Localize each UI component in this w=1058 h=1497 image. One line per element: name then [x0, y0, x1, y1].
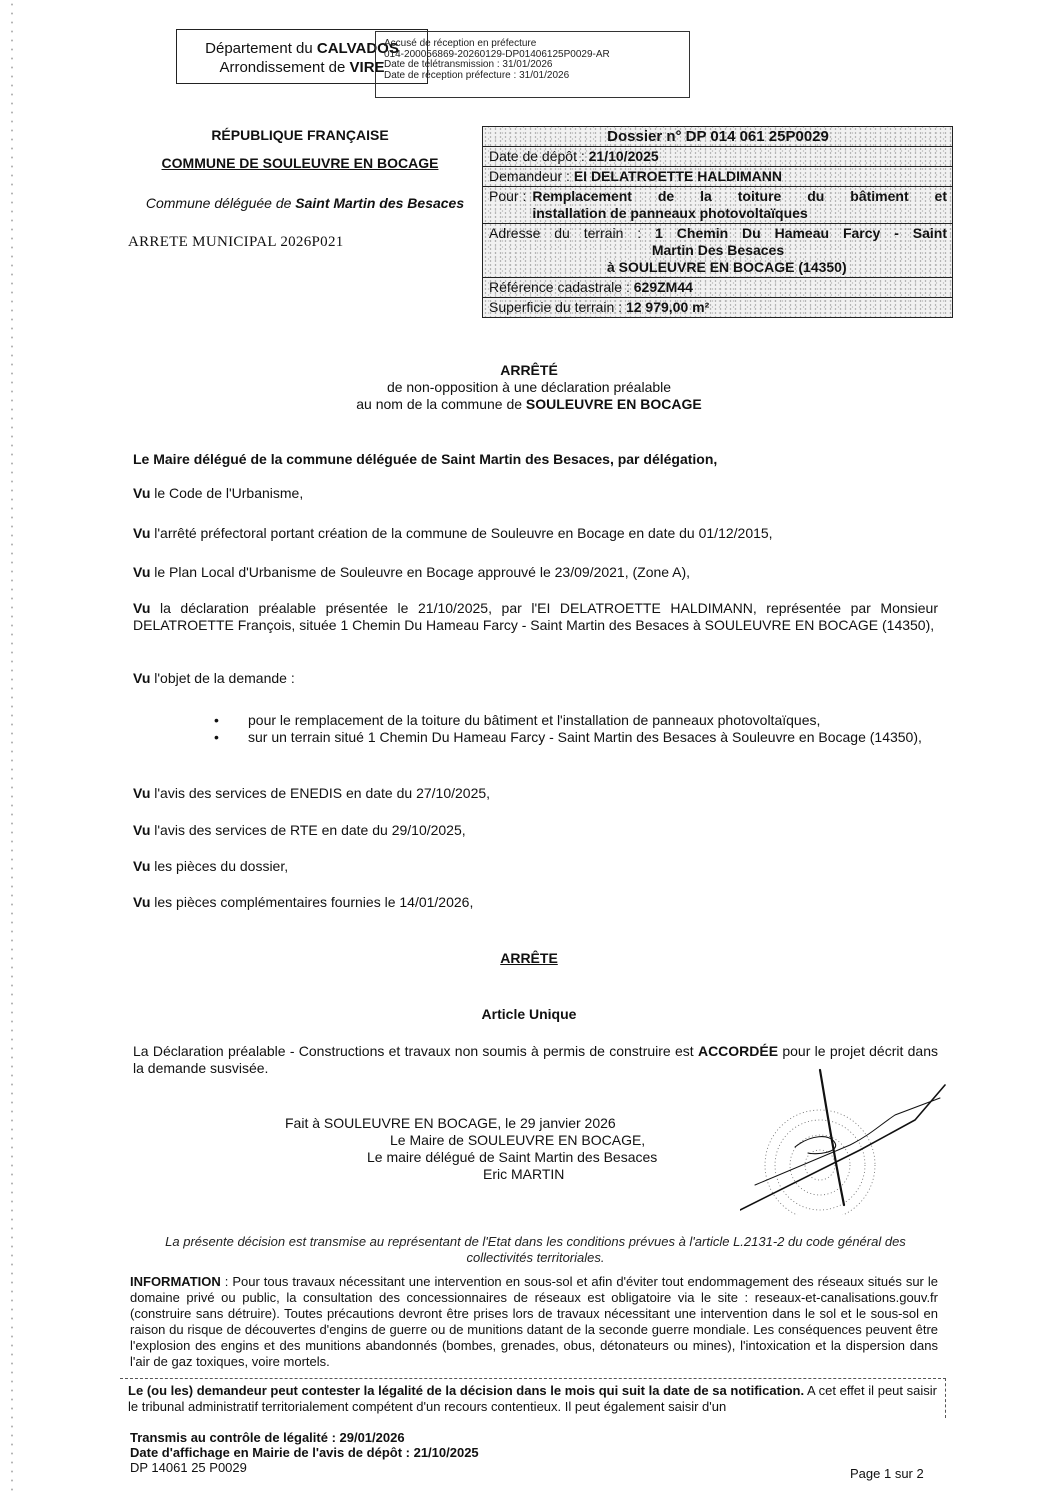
adresse-line2: Martin Des Besaces: [651, 242, 785, 258]
dossier-reference: DP 14061 25 P0029: [130, 1460, 247, 1475]
pour-row: Pour : Remplacement de la toiture du bâtiment et installation de panneaux photovoltaïques: [483, 187, 952, 224]
objet-item: • sur un terrain situé 1 Chemin Du Hameau Farcy - Saint Martin des Besaces à Souleuvre en Bocage (14350),: [214, 729, 922, 745]
article-text: La Déclaration préalable - Constructions et travaux non soumis à permis de construire est ACCORDÉE pour le projet décrit dans la demande susvisée.: [133, 1043, 939, 1076]
scan-margin-dots: [10, 0, 14, 1497]
commune-heading: COMMUNE DE SOULEUVRE EN BOCAGE: [161, 155, 439, 171]
visa: Vu le Code de l'Urbanisme,: [133, 485, 304, 501]
visa: Vu la déclaration préalable présentée le 21/10/2025, par l'EI DELATROETTE HALDIMANN, représentée par Monsieur DELATROETTE François, située 1 Chemin Du Hameau Farcy - Saint Martin des Besaces à SOULEUVRE EN BOCAGE (14350),: [133, 600, 938, 633]
maire-delegue-title: Le maire délégué de Saint Martin des Besaces: [367, 1149, 658, 1165]
visa: Vu le Plan Local d'Urbanisme de Souleuvre en Bocage approuvé le 23/09/2021, (Zone A),: [133, 564, 691, 580]
commune-deleguee: Commune déléguée de Saint Martin des Besaces: [145, 195, 465, 211]
arrete-heading: ARRÊTE: [500, 950, 558, 966]
dossier-number: Dossier n° DP 014 061 25P0029: [483, 127, 952, 147]
bullet-icon: •: [214, 712, 219, 728]
fait-a: Fait à SOULEUVRE EN BOCAGE, le 29 janvier 2026: [285, 1115, 616, 1131]
adresse-line1: Adresse du terrain : 1 Chemin Du Hameau Farcy - Saint: [489, 225, 948, 241]
date-depot-row: Date de dépôt : 21/10/2025: [483, 147, 952, 167]
signatory-name: Eric MARTIN: [483, 1166, 565, 1182]
objet-list: [214, 712, 938, 746]
pour-line1: Remplacement de la toiture du bâtiment et: [532, 188, 947, 204]
arrondissement-line: Arrondissement de VIRE: [219, 59, 385, 76]
page-number: Page 1 sur 2: [850, 1466, 924, 1481]
arrete-subtitle-commune: au nom de la commune de SOULEUVRE EN BOCAGE: [356, 396, 702, 412]
visa: Vu l'avis des services de RTE en date du 29/10/2025,: [133, 822, 466, 838]
pour-line2: installation de panneaux photovoltaïques: [532, 205, 808, 221]
arrete-municipal-number: ARRETE MUNICIPAL 2026P021: [128, 234, 344, 250]
date-affichage: Date d'affichage en Mairie de l'avis de dépôt : 21/10/2025: [130, 1445, 479, 1460]
article-heading: Article Unique: [481, 1006, 577, 1022]
visa: Vu les pièces du dossier,: [133, 858, 289, 874]
footer: [130, 1430, 479, 1475]
bullet-icon: •: [214, 729, 219, 745]
accuse-id: 014-200056869-20260129-DP01406125P0029-AR: [384, 48, 610, 60]
departement-line: Département du CALVADOS: [205, 40, 399, 57]
signature-block: [285, 1115, 657, 1183]
demandeur-row: Demandeur : EI DELATROETTE HALDIMANN: [483, 167, 952, 187]
superficie-row: Superficie du terrain : 12 979,00 m²: [489, 299, 710, 315]
arrete-title: ARRÊTÉ: [500, 362, 558, 378]
republique-heading: RÉPUBLIQUE FRANÇAISE: [211, 127, 389, 143]
visa: Vu l'objet de la demande :: [133, 670, 295, 686]
signature-stamp-image: [740, 1065, 950, 1215]
accuse-reception-stamp: [375, 31, 690, 98]
accuse-line: Accusé de réception en préfecture: [384, 38, 537, 49]
reference-row: Référence cadastrale : 629ZM44: [483, 278, 952, 298]
maire-delegue-statement: Le Maire délégué de la commune déléguée de Saint Martin des Besaces, par délégation,: [133, 451, 718, 467]
transmis-controle-legalite: Transmis au contrôle de légalité : 29/01/2026: [130, 1430, 405, 1445]
maire-title: Le Maire de SOULEUVRE EN BOCAGE,: [390, 1132, 646, 1148]
visa: Vu l'arrêté préfectoral portant création de la commune de Souleuvre en Bocage en date du 01/12/2015,: [133, 525, 773, 541]
arrete-title-block: [0, 362, 1058, 413]
objet-item: • pour le remplacement de la toiture du bâtiment et l'installation de panneaux photovoltaïques,: [214, 712, 821, 728]
accuse-teletransmission: Date de télétransmission : 31/01/2026: [384, 59, 553, 70]
adresse-row: [483, 224, 952, 278]
visa: Vu les pièces complémentaires fournies le 14/01/2026,: [133, 894, 474, 910]
visa: Vu l'avis des services de ENEDIS en date du 27/10/2025,: [133, 785, 491, 801]
information-paragraph: INFORMATION : Pour tous travaux nécessitant une intervention en sous-sol et afin d'éviter tout endommagement des réseaux situés sur le domaine privé ou public, la consultation des concessionnaires de réseaux est obligatoire via le site : reseaux-et-canalisations.gouv.fr (construire sans détruire). Toutes précautions devront être prises lors de travaux nécessitant une intervention dans le sol et le sous-sol en raison du risque de découvertes d'engins de guerre ou de munitions datant de la seconde guerre mondiale. Les conséquences peuvent être l'explosion des engins et des munitions abandonnés (bombes, grenades, obus, détonateurs ou mines), l'intoxication et la dispersion dans l'air de gaz toxiques, voire mortels.: [130, 1274, 938, 1369]
recours-notice: Le (ou les) demandeur peut contester la légalité de la décision dans le mois qui suit la date de sa notification. A cet effet il peut saisir le tribunal administratif territorialement compétent d'un recours contentieux. Il peut également saisir d'un: [120, 1378, 946, 1418]
dossier-box: [482, 126, 953, 318]
transmission-notice: La présente décision est transmise au représentant de l'Etat dans les conditions prévues à l'article L.2131-2 du code général des collectivités territoriales.: [165, 1234, 906, 1265]
seal-stamp: [765, 1110, 875, 1215]
arrete-subtitle: de non-opposition à une déclaration préalable: [386, 379, 672, 395]
adresse-line3: à SOULEUVRE EN BOCAGE (14350): [607, 259, 847, 275]
accuse-reception-date: Date de réception préfecture : 31/01/2026: [384, 69, 570, 81]
